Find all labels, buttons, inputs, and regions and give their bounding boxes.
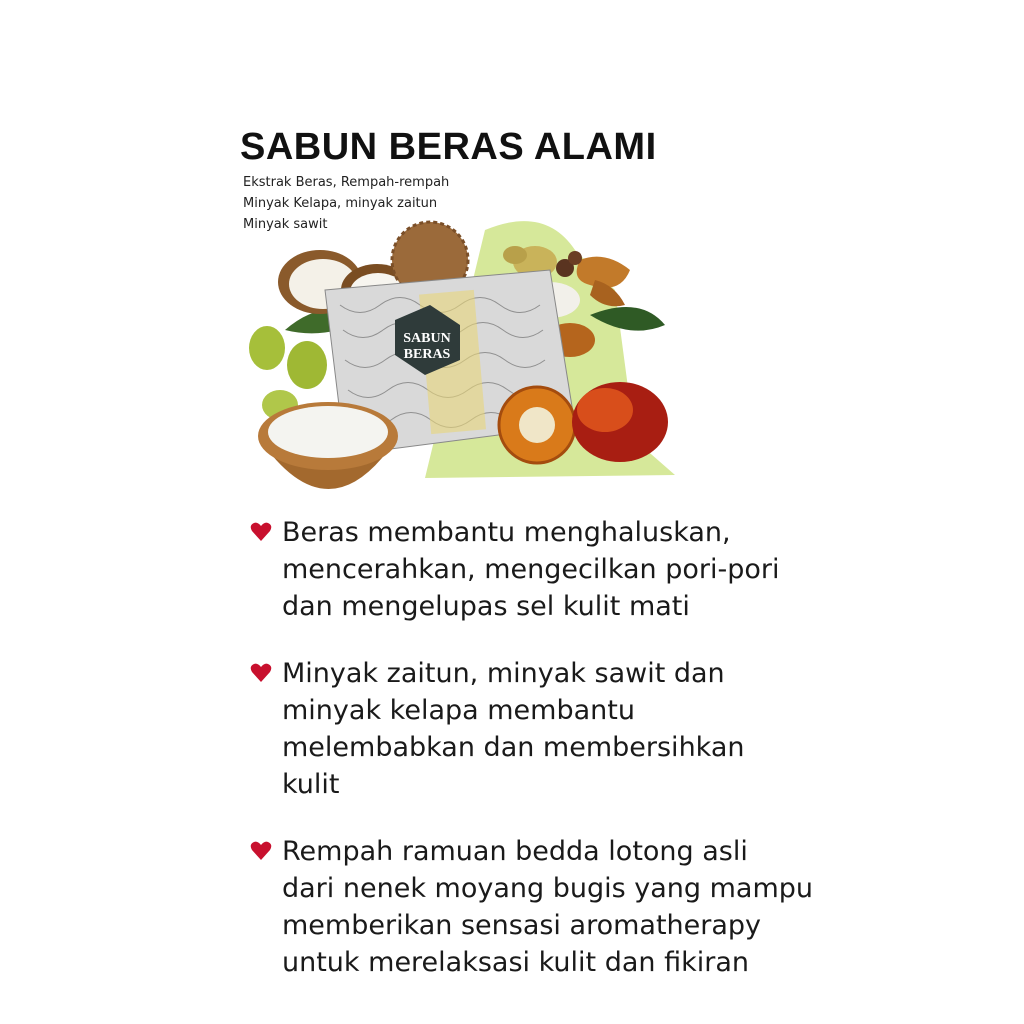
box-brand-line1: SABUN — [403, 331, 451, 346]
box-brand-line2: BERAS — [403, 347, 451, 362]
benefit-line: mencerahkan, mengecilkan pori-pori — [282, 554, 780, 585]
product-illustration — [245, 210, 685, 510]
benefit-item — [250, 833, 870, 981]
benefit-line: memberikan sensasi aromatherapy — [282, 910, 762, 941]
heart-icon — [250, 655, 282, 687]
benefit-text — [282, 833, 813, 981]
benefit-line: melembabkan dan membersihkan — [282, 732, 745, 763]
benefit-item — [250, 514, 870, 625]
benefit-line: Minyak zaitun, minyak sawit dan — [282, 658, 725, 689]
benefit-line: untuk merelaksasi kulit dan fikiran — [282, 947, 749, 978]
page-title: SABUN BERAS ALAMI — [240, 126, 657, 168]
benefit-line: kulit — [282, 769, 340, 800]
benefit-text — [282, 655, 745, 803]
benefit-line: Rempah ramuan bedda lotong asli — [282, 836, 748, 867]
ingredients-line-1: Ekstrak Beras, Rempah-rempah — [243, 175, 450, 190]
benefits-list — [250, 514, 870, 1011]
heart-icon — [250, 514, 282, 546]
ingredients-line-3: Minyak sawit — [243, 217, 328, 232]
benefit-line: Beras membantu menghaluskan, — [282, 517, 731, 548]
benefit-text — [282, 514, 780, 625]
ingredients-line-2: Minyak Kelapa, minyak zaitun — [243, 196, 438, 211]
heart-icon — [250, 833, 282, 865]
benefit-item — [250, 655, 870, 803]
benefit-line: minyak kelapa membantu — [282, 695, 635, 726]
benefit-line: dari nenek moyang bugis yang mampu — [282, 873, 814, 904]
benefit-line: dan mengelupas sel kulit mati — [282, 591, 690, 622]
rice-bowl-icon — [258, 402, 398, 489]
